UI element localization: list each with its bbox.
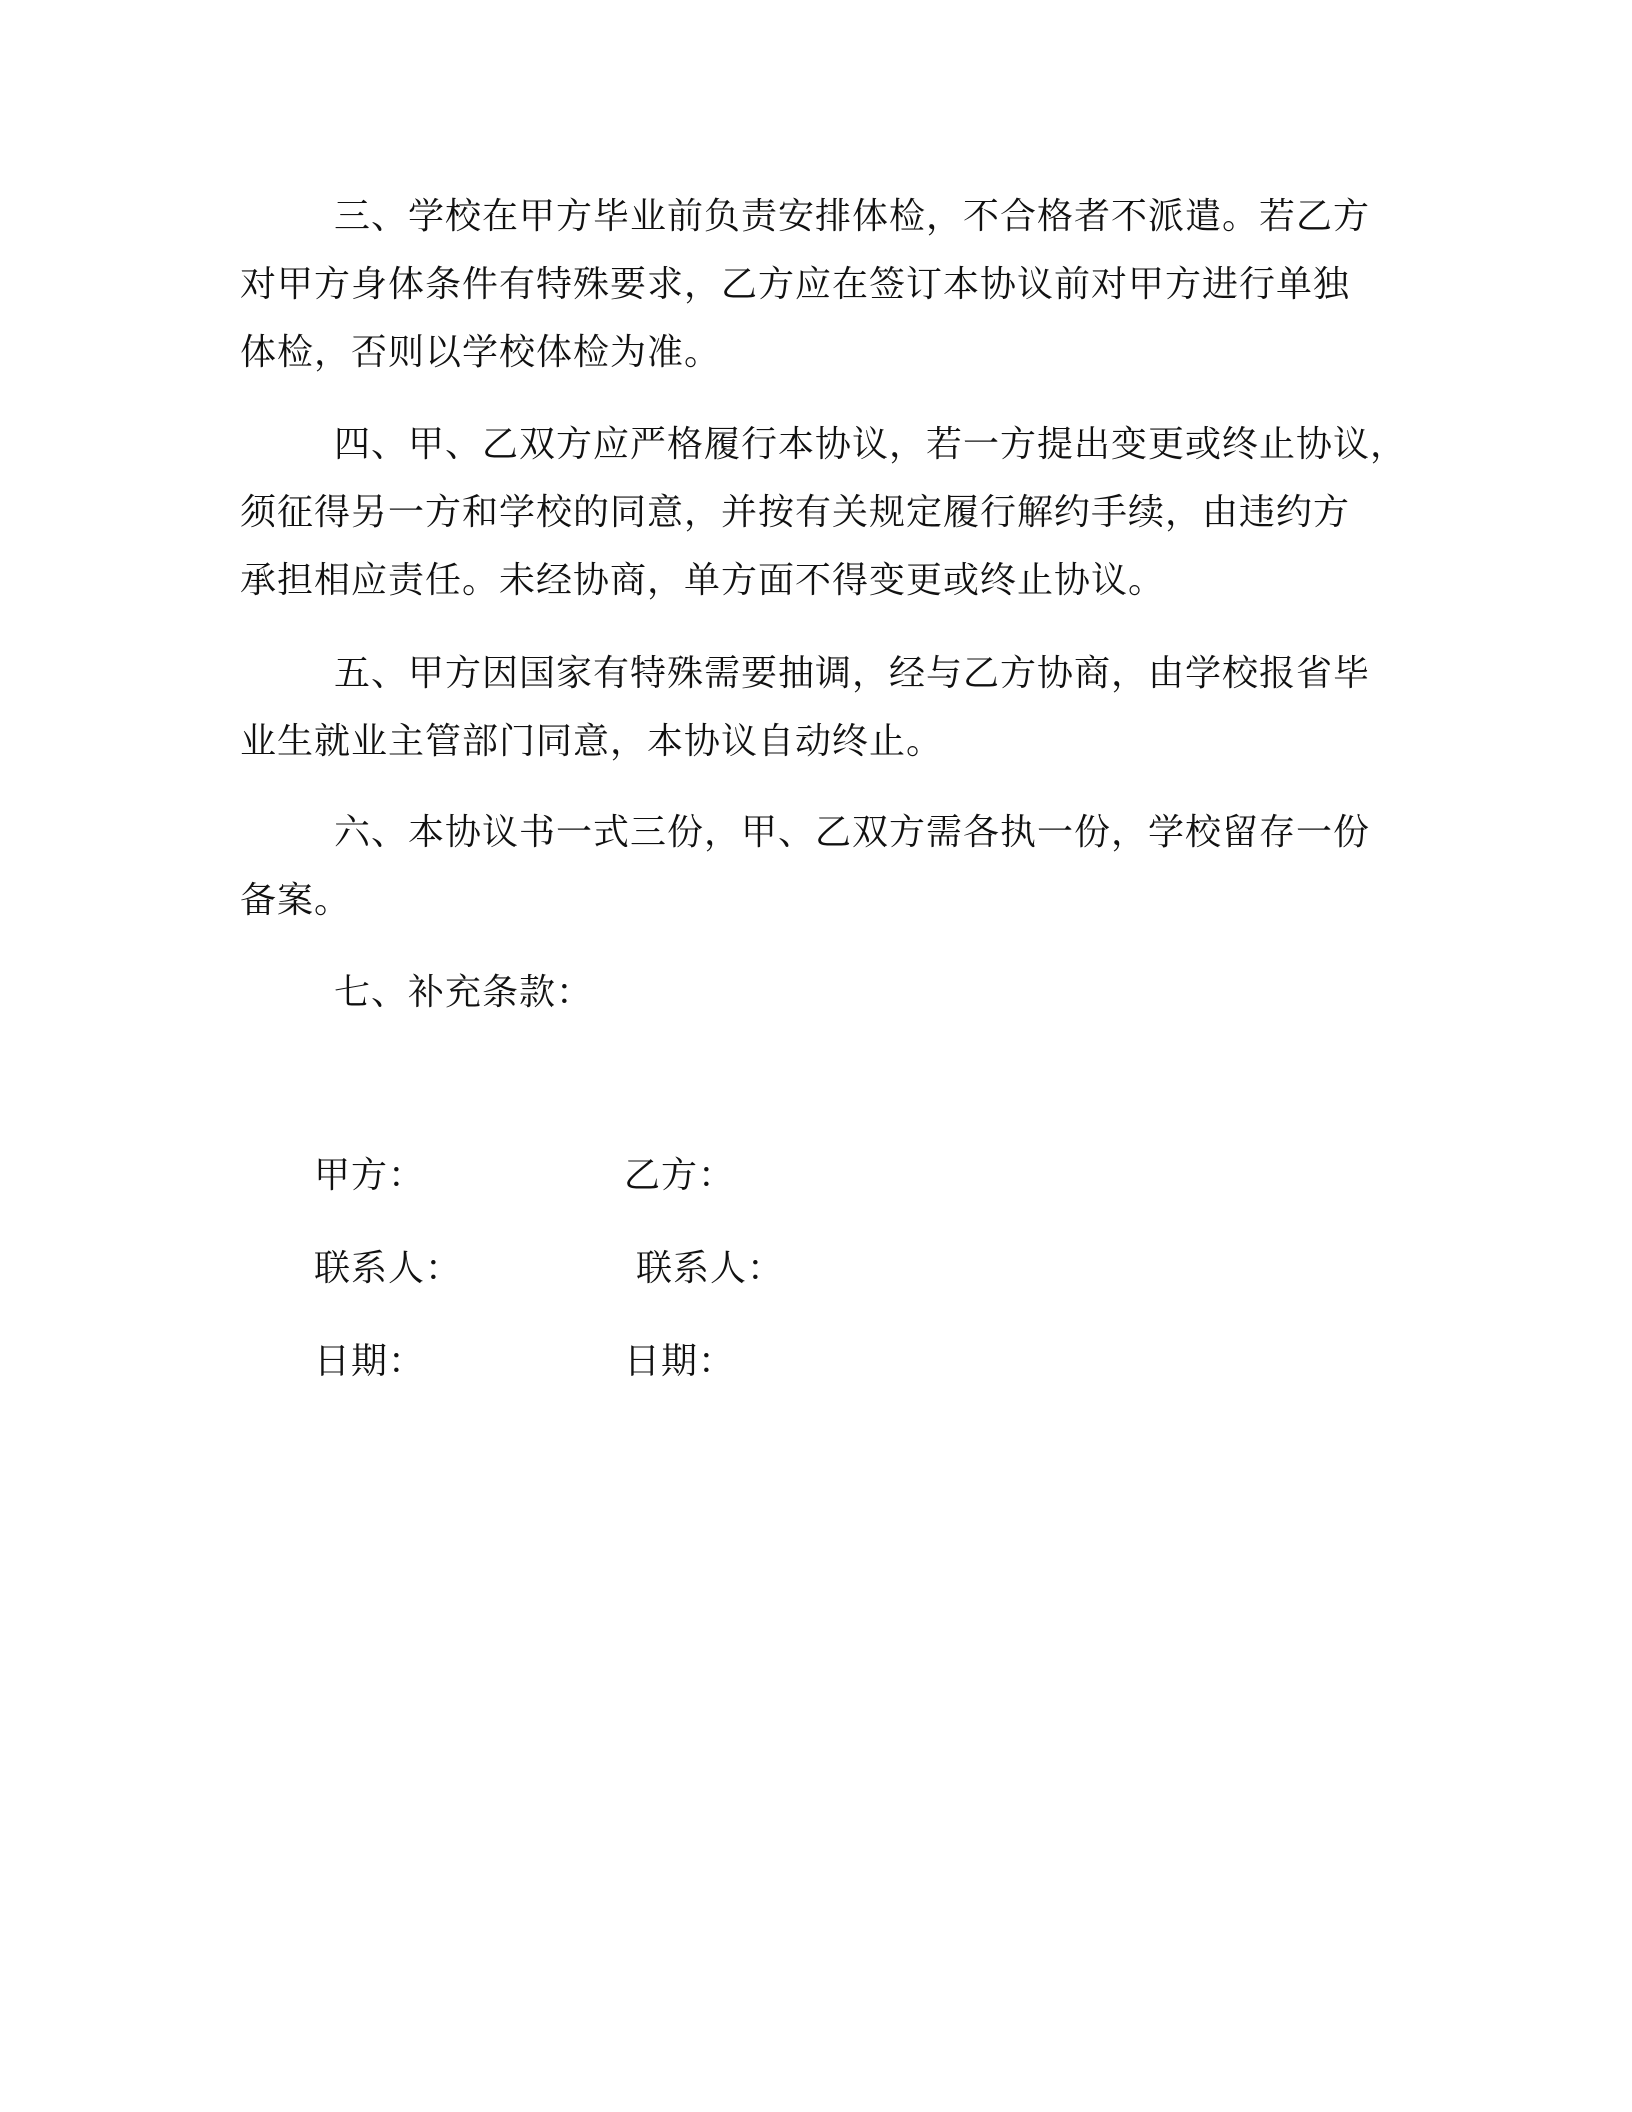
clause-4 xyxy=(240,411,1410,615)
clause-line: 五、甲方因国家有特殊需要抽调，经与乙方协商，由学校报省毕 xyxy=(334,653,1371,694)
clause-line: 须征得另一方和学校的同意，并按有关规定履行解约手续，由违约方 xyxy=(240,492,1351,533)
clause-line: 备案。 xyxy=(240,880,352,921)
party-b-contact-label: 联系人： xyxy=(636,1248,785,1289)
party-a-label: 甲方： xyxy=(314,1155,426,1196)
party-b-label: 乙方： xyxy=(624,1155,736,1196)
clause-line: 体检，否则以学校体检为准。 xyxy=(240,332,722,373)
clause-7-supplementary-terms xyxy=(240,959,1410,1027)
clause-5 xyxy=(240,640,1410,776)
clause-line: 四、甲、乙双方应严格履行本协议，若一方提出变更或终止协议， xyxy=(334,424,1408,465)
clause-line: 七、补充条款： xyxy=(334,972,594,1013)
clause-line: 三、学校在甲方毕业前负责安排体检，不合格者不派遣。若乙方 xyxy=(334,196,1371,237)
clause-line: 六、本协议书一式三份，甲、乙双方需各执一份，学校留存一份 xyxy=(334,812,1371,853)
clause-line: 业生就业主管部门同意，本协议自动终止。 xyxy=(240,721,944,762)
clause-3 xyxy=(240,183,1410,387)
clause-line: 承担相应责任。未经协商，单方面不得变更或终止协议。 xyxy=(240,560,1166,601)
clause-6 xyxy=(240,799,1410,935)
party-a-contact-label: 联系人： xyxy=(314,1248,463,1289)
party-a-date-label: 日期： xyxy=(314,1341,426,1382)
clause-line: 对甲方身体条件有特殊要求，乙方应在签订本协议前对甲方进行单独 xyxy=(240,264,1351,305)
party-b-date-label: 日期： xyxy=(624,1341,736,1382)
